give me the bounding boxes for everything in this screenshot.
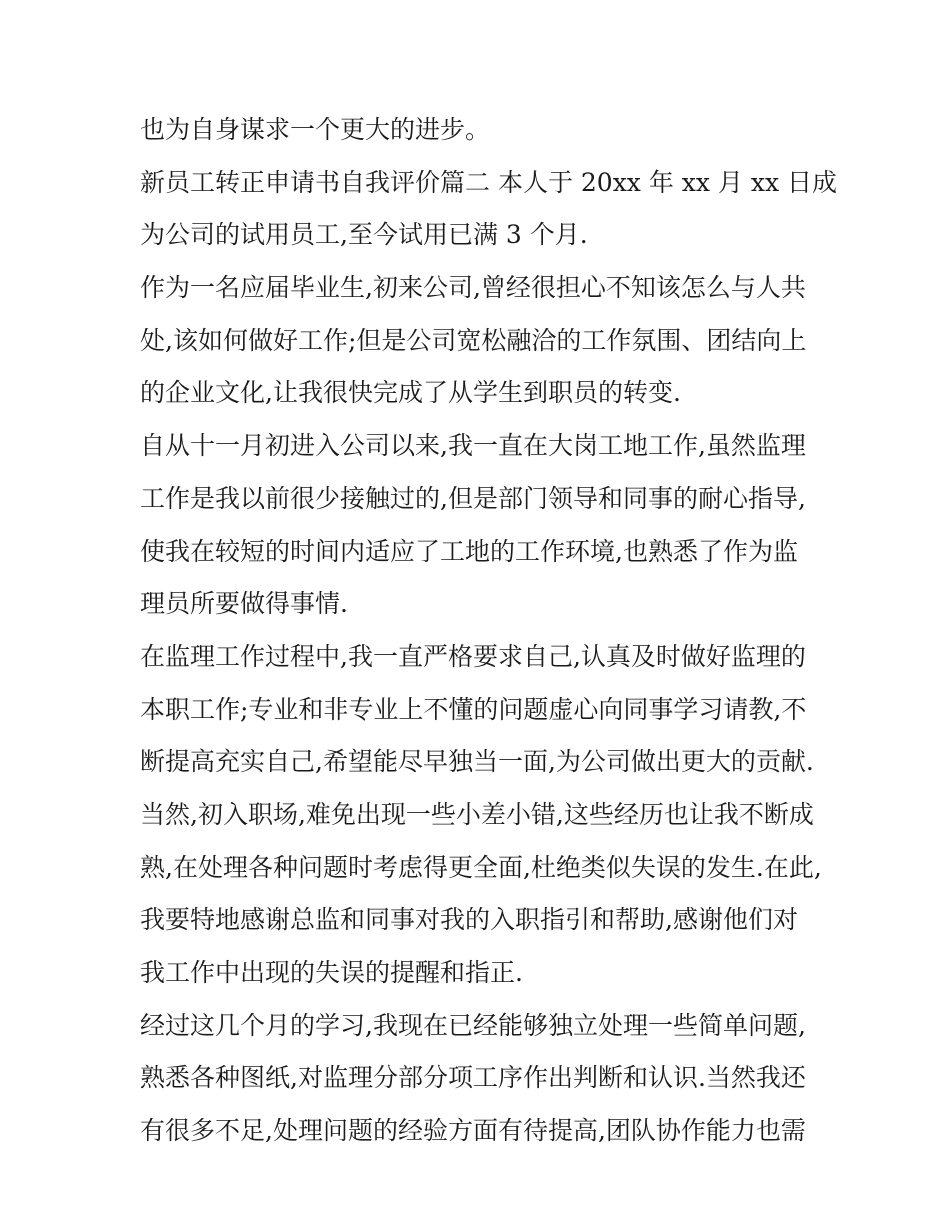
text-line: 我工作中出现的失误的提醒和指正.: [140, 958, 523, 987]
text-line: 新员工转正申请书自我评价篇二 本人于 20xx 年 xx 月 xx 日成: [140, 167, 838, 197]
text-line: 理员所要做得事情.: [140, 589, 348, 619]
text-line: 工作是我以前很少接触过的,但是部门领导和同事的耐心指导,: [140, 483, 806, 513]
text-line: 使我在较短的时间内适应了工地的工作环境,也熟悉了作为监: [140, 536, 798, 566]
text-line: 熟,在处理各种问题时考虑得更全面,杜绝类似失误的发生.在此,: [140, 852, 822, 882]
text-line: 断提高充实自己,希望能尽早独当一面,为公司做出更大的贡献.: [140, 747, 814, 777]
text-line: 的企业文化,让我很快完成了从学生到职员的转变.: [140, 378, 681, 408]
text-line: 当然,初入职场,难免出现一些小差小错,这些经历也让我不断成: [140, 799, 814, 829]
text-line: 经过这几个月的学习,我现在已经能够独立处理一些简单问题,: [140, 1010, 806, 1040]
text-line: 本职工作;专业和非专业上不懂的问题虚心向同事学习请教,不: [140, 694, 807, 724]
text-line: 在监理工作过程中,我一直严格要求自己,认真及时做好监理的: [140, 641, 806, 671]
document-body: [140, 104, 838, 1158]
text-line: 熟悉各种图纸,对监理分部分项工序作出判断和认识.当然我还: [140, 1063, 806, 1093]
text-line: 为公司的试用员工,至今试用已满 3 个月.: [140, 220, 588, 250]
text-line: 有很多不足,处理问题的经验方面有待提高,团队协作能力也需: [140, 1116, 806, 1146]
text-line: 我要特地感谢总监和同事对我的入职指引和帮助,感谢他们对: [140, 905, 798, 935]
text-line: 也为自身谋求一个更大的进步。: [140, 115, 491, 144]
text-line: 作为一名应届毕业生,初来公司,曾经很担心不知该怎么与人共: [140, 273, 806, 303]
text-line: 处,该如何做好工作;但是公司宽松融洽的工作氛围、团结向上: [140, 325, 807, 355]
text-line: 自从十一月初进入公司以来,我一直在大岗工地工作,虽然监理: [140, 431, 806, 461]
